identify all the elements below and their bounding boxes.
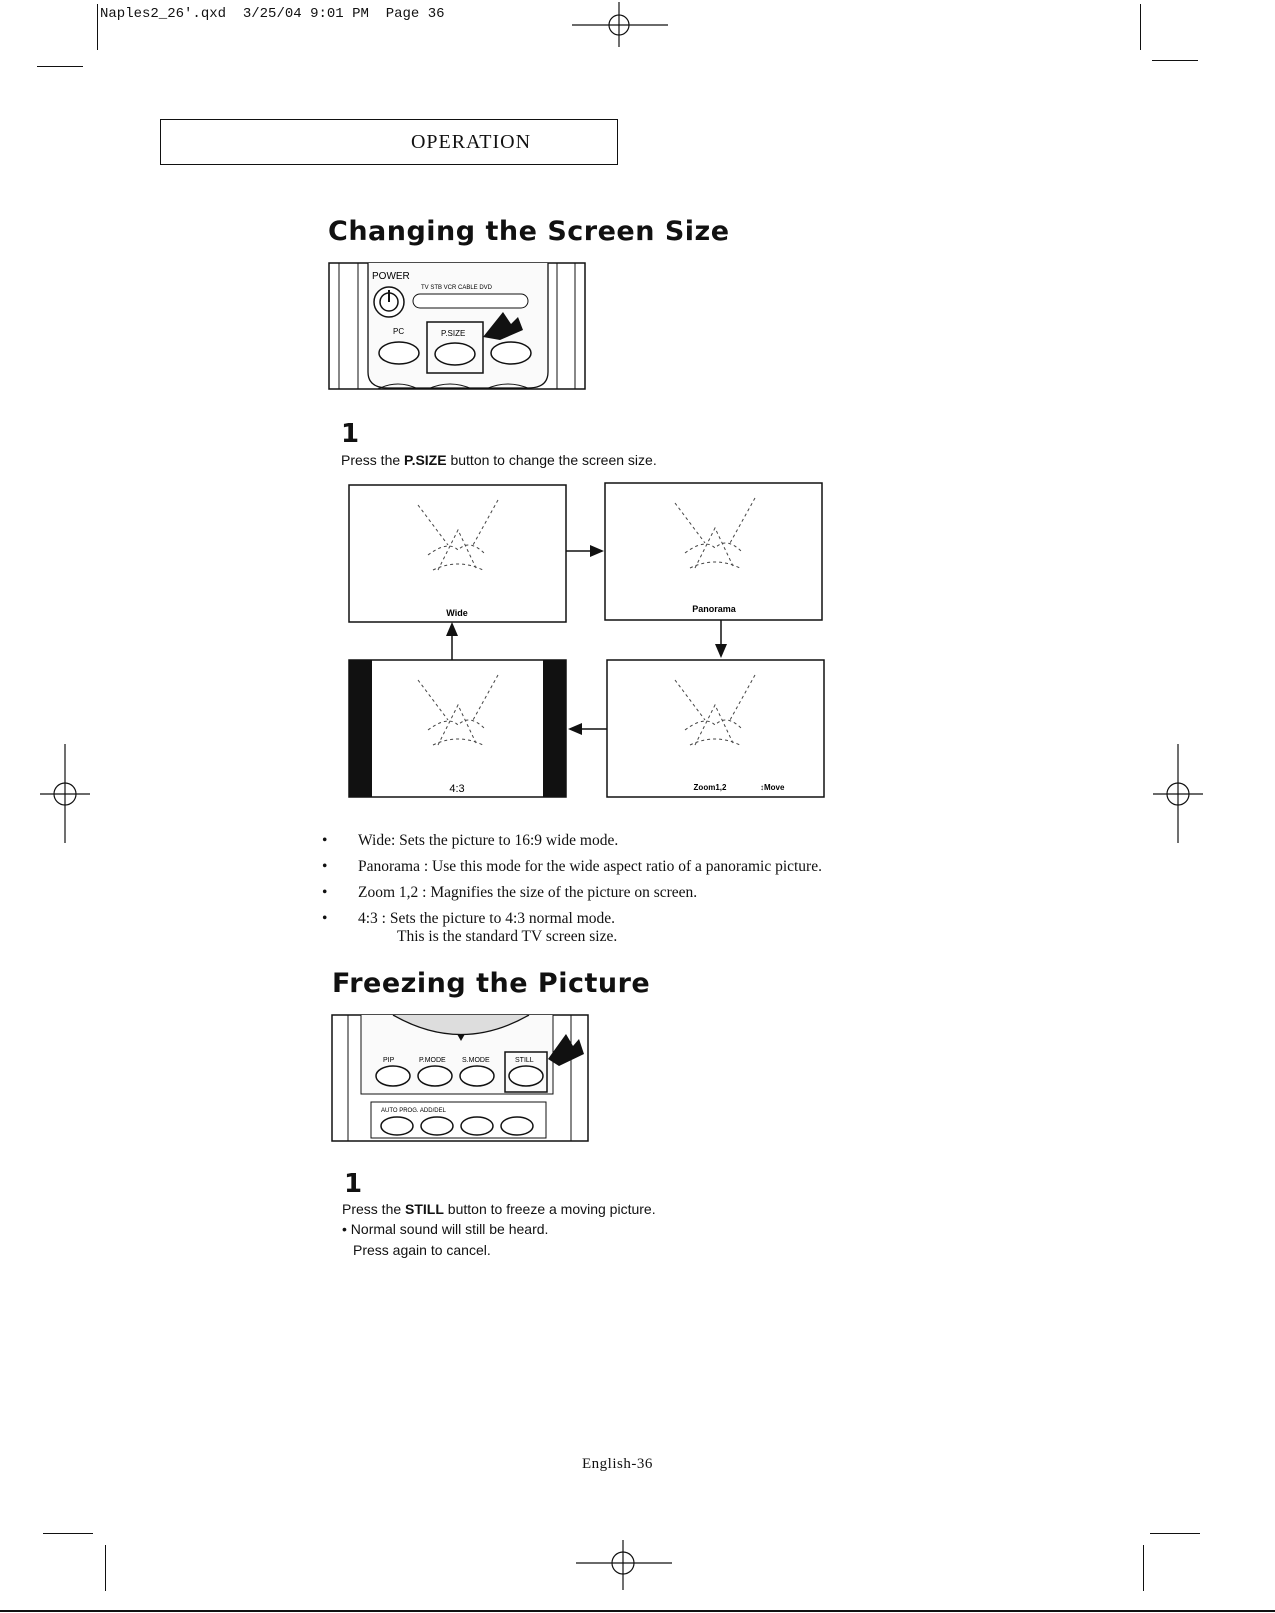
mode-label-wide: Wide — [446, 608, 468, 618]
remote-pip-label: PIP — [383, 1057, 395, 1064]
next-button-icon — [491, 342, 531, 364]
psize-button-ref: P.SIZE — [404, 452, 447, 468]
step-text-before: Press the — [341, 452, 405, 468]
bullet-zoom: • Zoom 1,2 : Magnifies the size of the picture on screen. — [322, 880, 822, 906]
remote-power-label: POWER — [372, 271, 410, 282]
remote-bottom-labels: AUTO PROG. ADD/DEL — [381, 1108, 446, 1114]
print-filename: Naples2_26'.qxd — [100, 6, 227, 22]
bullet-wide: • Wide: Sets the picture to 16:9 wide mode. — [322, 828, 822, 854]
section-title: OPERATION — [410, 131, 532, 153]
registration-mark-top — [572, 2, 668, 47]
remote-psize-illustration — [328, 262, 586, 390]
pc-button-icon — [379, 342, 419, 364]
arrow-up-icon — [446, 622, 458, 660]
remote-psize-label: P.SIZE — [441, 329, 466, 338]
remote-pc-label: PC — [393, 327, 405, 336]
registration-mark-right — [1153, 744, 1203, 843]
freeze-step-number: 1 — [344, 1169, 363, 1199]
freeze-heading: Freezing the Picture — [332, 968, 651, 999]
registration-mark-left — [40, 744, 90, 843]
mode-label-normal: 4:3 — [449, 783, 465, 795]
panorama-screen-frame — [605, 483, 822, 620]
still-button-icon — [509, 1066, 543, 1086]
section-header-box — [160, 119, 618, 165]
right-pillar-bar — [543, 660, 566, 797]
page-number: English-36 — [582, 1456, 653, 1472]
freeze-note-cancel: Press again to cancel. — [353, 1242, 491, 1258]
arrow-down-icon — [715, 620, 727, 658]
auto-prog-button-icon — [381, 1117, 413, 1135]
print-date: 3/25/04 — [242, 6, 302, 22]
step-text-before: Press the — [342, 1201, 406, 1217]
freeze-note-sound: • Normal sound will still be heard. — [342, 1221, 549, 1237]
print-page-label: Page 36 — [385, 6, 445, 22]
left-pillar-bar — [349, 660, 372, 797]
bullet-normal: • 4:3 : Sets the picture to 4:3 normal mode. — [322, 906, 822, 932]
remote-button-icon — [501, 1117, 533, 1135]
still-button-ref: STILL — [405, 1201, 444, 1217]
bullet-continuation: This is the standard TV screen size. — [397, 928, 618, 945]
screen-mode-diagram — [340, 480, 830, 802]
mode-label-panorama: Panorama — [692, 604, 736, 614]
normal-screen-frame — [349, 660, 566, 797]
print-time: 9:01 PM — [310, 6, 369, 22]
remote-source-labels: TV STB VCR CABLE DVD — [421, 285, 493, 291]
step-text-after: button to freeze a moving picture. — [443, 1201, 656, 1217]
mode-label-zoom: Zoom1,2 — [693, 783, 727, 792]
smode-button-icon — [460, 1066, 494, 1086]
remote-still-label: STILL — [515, 1057, 534, 1064]
add-del-button-icon — [421, 1117, 453, 1135]
arrow-left-icon — [568, 723, 607, 735]
arrow-right-icon — [566, 545, 604, 557]
remote-smode-label: S.MODE — [462, 1057, 490, 1064]
bullet-panorama: • Panorama : Use this mode for the wide aspect ratio of a panoramic picture. — [322, 854, 822, 880]
remote-button-icon — [461, 1117, 493, 1135]
screen-size-step-text — [341, 452, 657, 468]
psize-button-icon — [435, 343, 475, 365]
screen-size-step-number: 1 — [341, 419, 360, 449]
freeze-step-text — [342, 1201, 656, 1217]
step-text-after: button to change the screen size. — [446, 452, 657, 468]
screen-size-heading: Changing the Screen Size — [328, 216, 730, 247]
pmode-button-icon — [418, 1066, 452, 1086]
zoom-screen-frame — [607, 660, 824, 797]
screen-mode-bullet-list — [322, 828, 822, 932]
registration-mark-bottom — [576, 1540, 672, 1590]
pip-button-icon — [376, 1066, 410, 1086]
source-slider — [413, 294, 528, 308]
remote-still-illustration — [331, 1014, 589, 1142]
remote-pmode-label: P.MODE — [419, 1057, 446, 1064]
mode-label-move: ↕Move — [760, 783, 785, 792]
wide-screen-frame — [349, 485, 566, 622]
